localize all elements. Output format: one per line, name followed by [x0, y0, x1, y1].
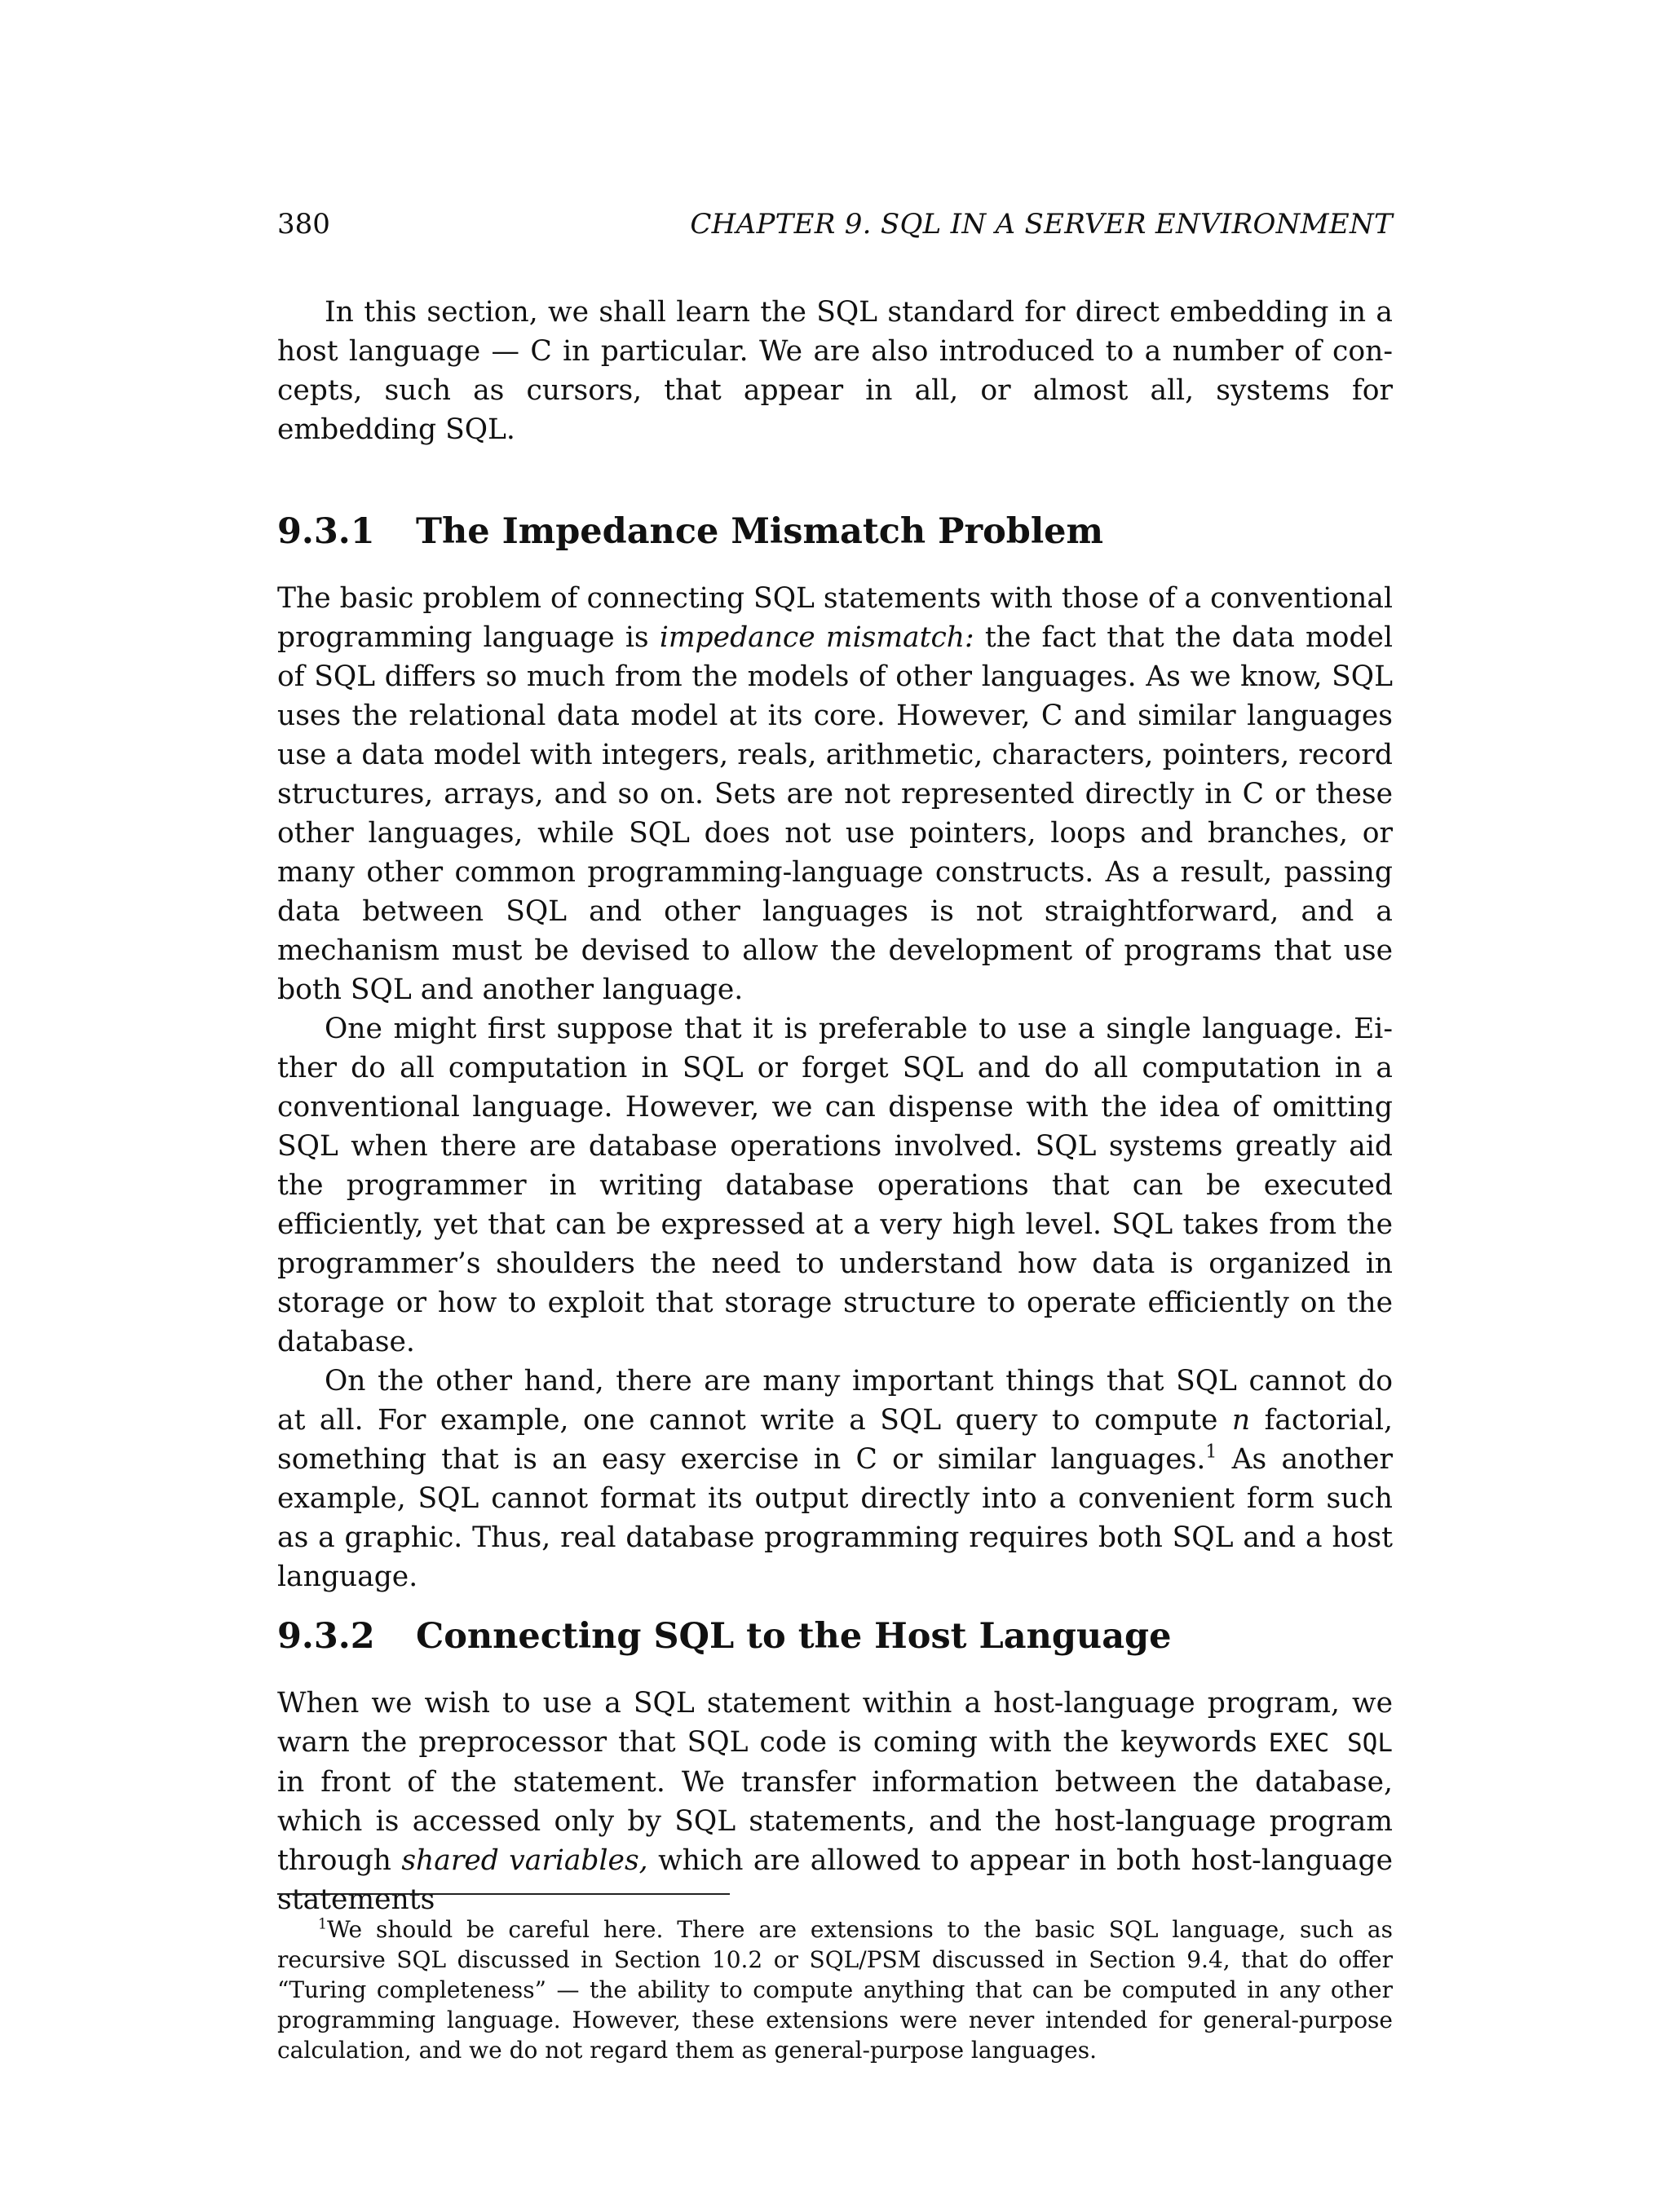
section-title: Connecting SQL to the Host Language — [416, 1616, 1172, 1657]
section-number: 9.3.2 — [277, 1616, 375, 1657]
paragraph: One might first suppose that it is preferable to use a single language. Either do all computation in SQL or forget SQL and do all computation in a conventional language. However, we can dispense with the idea of omitting SQL when there are database operations involved. SQL systems greatly aid the programmer in writing database operations that can be executed efficiently, yet that can be expressed at a very high level. SQL takes from the programmer’s shoulders the need to understand how data is organized in storage or how to exploit that storage structure to operate efficiently on the database. — [277, 1013, 1393, 1358]
section-9-3-2-body — [277, 1684, 1393, 1919]
chapter-title: CHAPTER 9. SQL IN A SERVER ENVIRONMENT — [690, 208, 1393, 241]
footnotes — [277, 1914, 1393, 2065]
paragraph-text: When we wish to use a SQL statement within a host-language program, we warn the preprocessor that SQL code is coming with the keywords — [277, 1687, 1393, 1759]
paragraph — [277, 1362, 1393, 1596]
paragraph-text: in front of the statement. We transfer information between the database, which is accessed only by SQL statements, and the host-language program through — [277, 1766, 1393, 1877]
paragraph-text: factorial, something that is an easy exercise in C or similar languages. — [277, 1404, 1394, 1476]
intro-block — [277, 293, 1393, 449]
section-title: The Impedance Mismatch Problem — [416, 511, 1104, 552]
section-number: 9.3.1 — [277, 511, 375, 552]
paragraph-text: which are allowed to appear in both host-language statements — [277, 1844, 1393, 1916]
page-number: 380 — [277, 208, 330, 241]
footnote-marker: 1 — [318, 1916, 328, 1933]
section-heading-9-3-2 — [277, 1613, 1171, 1660]
footnote — [277, 1914, 1393, 2065]
paragraph-text: On the other hand, there are many important things that SQL cannot do at all. For example, one cannot write a SQL query to compute — [277, 1365, 1393, 1437]
intro-paragraph: In this section, we shall learn the SQL standard for direct embedding in a host language — C in particular. We are also introduced to a number of concepts, such as cursors, that appear in all, or almost all, systems for embedding SQL. — [277, 296, 1393, 446]
section-9-3-1-body — [277, 579, 1393, 1596]
emphasized-term: shared variables, — [401, 1844, 648, 1877]
code-keyword: EXEC SQL — [1268, 1729, 1393, 1758]
running-header — [277, 204, 1393, 245]
footnote-divider — [277, 1893, 730, 1895]
footnote-reference[interactable]: 1 — [1205, 1442, 1217, 1463]
paragraph — [277, 579, 1393, 1009]
paragraph-text: The basic problem of connecting SQL statements with those of a conventional programming language is — [277, 582, 1393, 654]
paragraph-text: the fact that the data model of SQL differs so much from the models of other languages. As we know, SQL uses the relational data model at its core. However, C and similar languages use a data model with integers, reals, arithmetic, characters, pointers, record structures, arrays, and so on. Sets are not represented directly in C or these other languages, while SQL does not use pointers, loops and branches, or many other common programming-language constructs. As a result, passing data between SQL and other languages is not straightforward, and a mechanism must be devised to allow the development of programs that use both SQL and another language. — [277, 621, 1393, 1006]
emphasized-term: impedance mismatch: — [659, 621, 974, 654]
footnote-text: We should be careful here. There are extensions to the basic SQL language, such as recursive SQL discussed in Section 10.2 or SQL/PSM discussed in Section 9.4, that do offer “Turing completeness” — the ability to compute anything that can be computed in any other programming language. However, these extensions were never intended for general-purpose calculation, and we do not regard them as general-purpose languages. — [277, 1916, 1393, 2064]
paragraph-text: As another example, SQL cannot format its output directly into a convenient form such as a graphic. Thus, real database programming requires both SQL and a host language. — [277, 1443, 1393, 1593]
math-variable: n — [1231, 1404, 1251, 1437]
book-page — [277, 0, 1393, 2212]
paragraph — [277, 1684, 1393, 1919]
section-heading-9-3-1 — [277, 508, 1103, 555]
